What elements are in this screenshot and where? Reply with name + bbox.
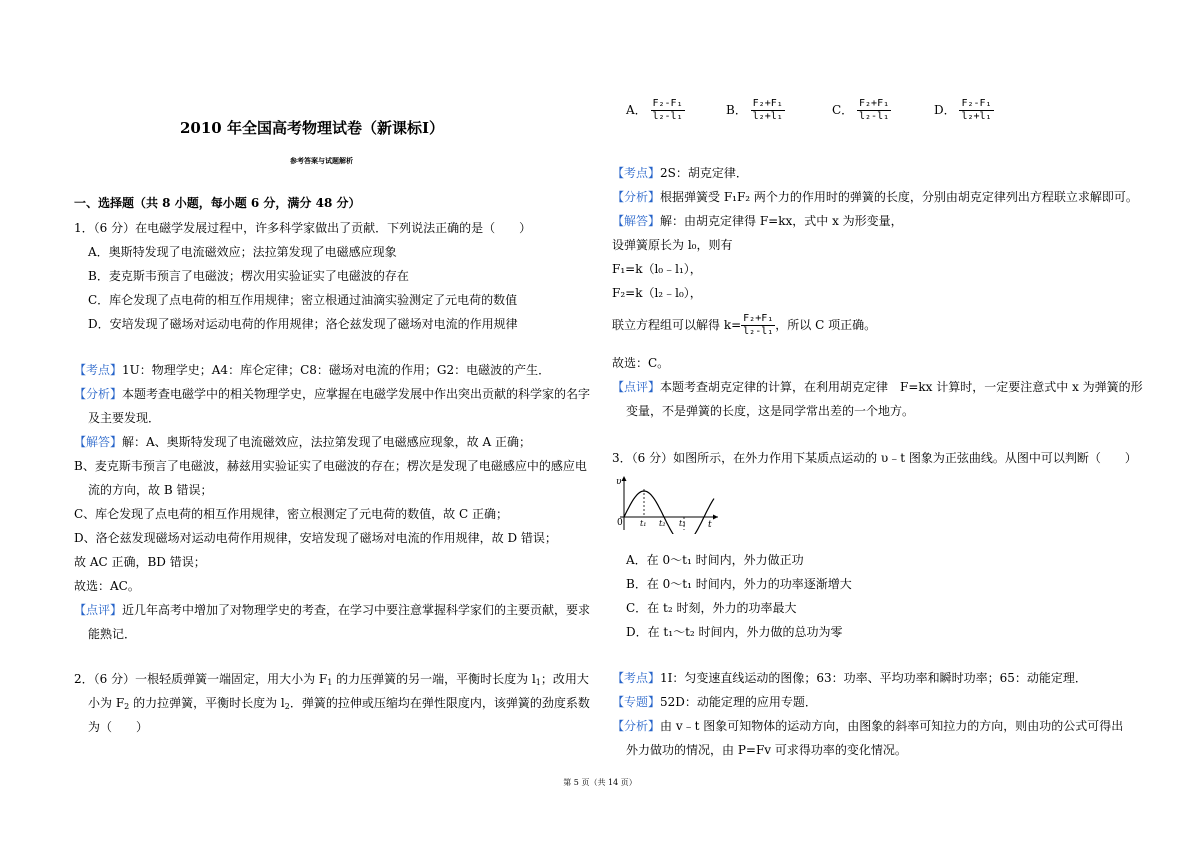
t3-label: t₃ <box>679 519 686 528</box>
q2-stem-line-3: 为（ ） <box>88 720 149 734</box>
q1-stem: 1．（6 分）在电磁学发展过程中，许多科学家做出了贡献．下列说法正确的是（ ） <box>74 221 532 235</box>
fraction: $\frac{\text{F₂+F₁}}{\text{l₂+l₁}}$ <box>752 98 783 122</box>
q2-fenxi: 【分析】根据弹簧受 F₁F₂ 两个力的作用时的弹簧的长度，分别由胡克定律列出方程联立求解即可。 <box>612 190 1138 204</box>
q2-option-a: A． $\frac{\text{F₂-F₁}}{\text{l₂-l₁}}$ <box>626 98 683 122</box>
q1-jieda-4: C、库仑发现了点电荷的相互作用规律，密立根测定了元电荷的数值，故 C 正确； <box>74 507 508 521</box>
q1-option-b: B．麦克斯韦预言了电磁波；楞次用实验证实了电磁波的存在 <box>88 269 409 283</box>
q2-stem-line-1: 2．（6 分）一根轻质弹簧一端固定，用大小为 $F_1$ 的力压弹簧的另一端，平衡时长度为 $l_1$；改用大 <box>74 672 589 687</box>
q2-kaodian: 【考点】2S：胡克定律． <box>612 166 748 180</box>
q1-jieda-7: 故选：AC。 <box>74 579 140 593</box>
q1-jieda-6: 故 AC 正确，BD 错误； <box>74 555 206 569</box>
jieda-text: 解：A、奥斯特发现了电流磁效应，法拉第发现了电磁感应现象，故 A 正确； <box>122 435 531 449</box>
q2-option-d: D． $\frac{\text{F₂-F₁}}{\text{l₂+l₁}}$ <box>934 98 992 122</box>
q3-option-a: A．在 0～t₁ 时间内，外力做正功 <box>626 553 804 567</box>
velocity-time-graph <box>614 474 724 534</box>
page-footer: 第 5 页（共 14 页） <box>563 778 637 787</box>
page-subtitle: 参考答案与试题解析 <box>290 156 353 165</box>
section-heading: 一、选择题（共 8 小题，每小题 6 分，满分 48 分） <box>74 196 361 210</box>
fraction: $\frac{\text{F₂-F₁}}{\text{l₂-l₁}}$ <box>652 98 683 122</box>
q2-jieda-4: F₂=k（l₂﹣l₀）， <box>612 286 702 300</box>
t1-label: t₁ <box>640 519 647 528</box>
q2-jieda: 【解答】解：由胡克定律得 F=kx，式中 x 为形变量， <box>612 214 903 228</box>
q1-kaodian <box>74 363 550 378</box>
q1-dianping-2: 能熟记． <box>88 627 137 641</box>
fenxi-tag: 【分析】 <box>74 387 123 401</box>
fraction: $\frac{\text{F₂+F₁}}{\text{l₂-l₁}}$ <box>859 98 890 122</box>
v-axis-label: υ <box>616 477 622 487</box>
kaodian-text: 1U：物理学史；A4：库仑定律；C8：磁场对电流的作用；G2：电磁波的产生． <box>122 363 551 377</box>
page-title: 2010 年全国高考物理试卷（新课标Ⅰ） <box>180 119 444 137</box>
q2-option-c: C． $\frac{\text{F₂+F₁}}{\text{l₂-l₁}}$ <box>832 98 890 122</box>
q3-stem: 3．（6 分）如图所示，在外力作用下某质点运动的 υ﹣t 图象为正弦曲线。从图中可以判断（ ） <box>612 451 1137 465</box>
kaodian-tag: 【考点】 <box>74 363 123 377</box>
t-axis-arrow <box>713 515 718 520</box>
q3-fenxi-2: 外力做功的情况，由 P=Fv 可求得功率的变化情况。 <box>626 743 907 757</box>
q2-option-b: B． $\frac{\text{F₂+F₁}}{\text{l₂+l₁}}$ <box>726 98 783 122</box>
sine-curve <box>624 491 714 534</box>
q2-jieda-2: 设弹簧原长为 l₀，则有 <box>612 238 733 252</box>
dianping-text: 近几年高考中增加了对物理学史的考查，在学习中要注意掌握科学家们的主要贡献，要求 <box>122 603 591 617</box>
t2-label: t₂ <box>659 519 666 528</box>
q3-zhuanti: 【专题】52D：动能定理的应用专题． <box>612 695 817 709</box>
q2-stem-line-2: 小为 $F_2$ 的力拉弹簧，平衡时长度为 $l_2$．弹簧的拉伸或压缩均在弹性限度内，该弹簧的劲度系数 <box>88 696 590 711</box>
jieda-tag: 【解答】 <box>74 435 123 449</box>
q1-option-c: C．库仑发现了点电荷的相互作用规律；密立根通过油滴实验测定了元电荷的数值 <box>88 293 518 307</box>
v-axis-arrow <box>622 476 627 481</box>
q1-jieda-3: 流的方向，故 B 错误； <box>88 483 213 497</box>
q2-jieda-6: 故选：C。 <box>612 356 670 370</box>
q1-fenxi-2: 及主要发现． <box>88 411 161 425</box>
q2-dianping: 【点评】本题考查胡克定律的计算，在利用胡克定律 F=kx 计算时，一定要注意式中 x 为弹簧的形 <box>612 380 1143 394</box>
fenxi-text: 本题考查电磁学中的相关物理学史，应掌握在电磁学发展中作出突出贡献的科学家的名字 <box>122 387 591 401</box>
q3-fenxi: 【分析】由 v﹣t 图象可知物体的运动方向，由图象的斜率可知拉力的方向，则由功的公式可得出 <box>612 719 1124 733</box>
t-axis-label: t <box>708 520 712 530</box>
q1-fenxi <box>74 387 590 402</box>
q1-option-a: A．奥斯特发现了电流磁效应；法拉第发现了电磁感应现象 <box>88 245 397 259</box>
q2-dianping-2: 变量，不是弹簧的长度，这是同学常出差的一个地方。 <box>626 404 915 418</box>
q3-option-d: D．在 t₁～t₂ 时间内，外力做的总功为零 <box>626 625 843 639</box>
q3-option-b: B．在 0～t₁ 时间内，外力的功率逐渐增大 <box>626 577 852 591</box>
fraction: $\frac{\text{F₂-F₁}}{\text{l₂+l₁}}$ <box>961 98 992 122</box>
fraction: $\frac{\text{F₂+F₁}}{\text{l₂-l₁}}$ <box>743 313 774 337</box>
q1-dianping <box>74 603 590 618</box>
q3-option-c: C．在 t₂ 时刻，外力的功率最大 <box>626 601 797 615</box>
q2-jieda-5: 联立方程组可以解得 k= $\frac{\text{F₂+F₁}}{\text{l₂-l₁}}$ ，所以 C 项正确。 <box>612 313 877 337</box>
q1-jieda-2: B、麦克斯韦预言了电磁波，赫兹用实验证实了电磁波的存在；楞次是发现了电磁感应中的感应电 <box>74 459 587 473</box>
q1-jieda <box>74 435 531 450</box>
origin-label: 0 <box>617 518 623 528</box>
q1-option-d: D．安培发现了磁场对运动电荷的作用规律；洛仑兹发现了磁场对电流的作用规律 <box>88 317 518 331</box>
q2-jieda-3: F₁=k（l₀﹣l₁）， <box>612 262 702 276</box>
dianping-tag: 【点评】 <box>74 603 123 617</box>
q3-kaodian: 【考点】1I：匀变速直线运动的图像；63：功率、平均功率和瞬时功率；65：动能定理． <box>612 671 1087 685</box>
q1-jieda-5: D、洛仑兹发现磁场对运动电荷作用规律，安培发现了磁场对电流的作用规律，故 D 错误； <box>74 531 557 545</box>
